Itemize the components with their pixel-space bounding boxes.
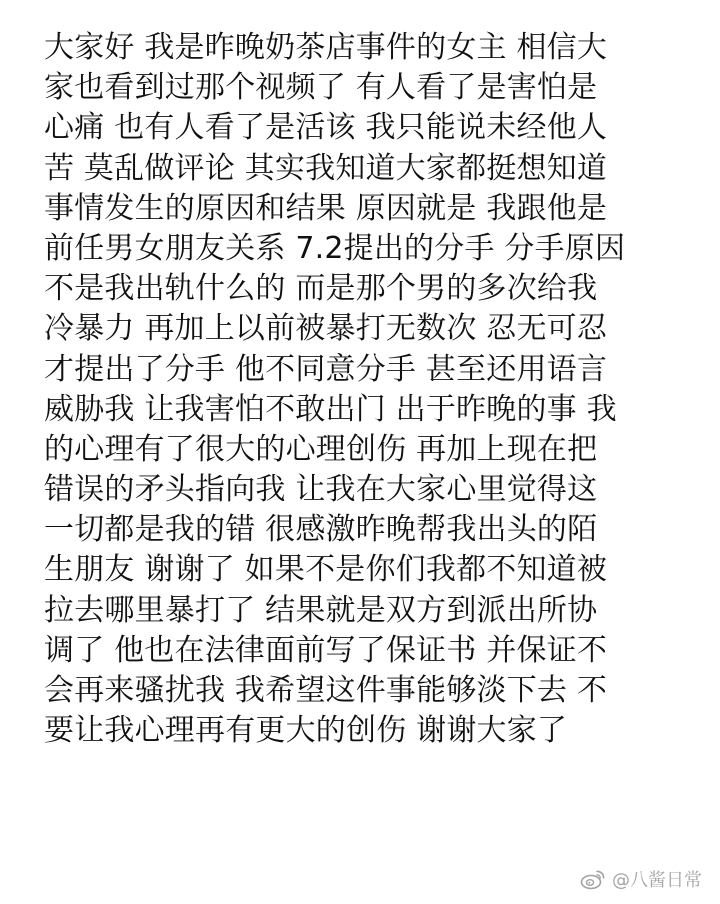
text-line: 冷暴力 再加上以前被暴打无数次 忍无可忍: [44, 311, 608, 347]
text-line: 要让我心理再有更大的创伤 谢谢大家了: [44, 713, 568, 749]
statement-text: [44, 28, 694, 751]
text-line: 前任男女朋友关系 7.2提出的分手 分手原因: [44, 230, 626, 266]
text-line: 调了 他也在法律面前写了保证书 并保证不: [44, 632, 608, 668]
text-line: 才提出了分手 他不同意分手 甚至还用语言: [44, 351, 608, 387]
text-line: 家也看到过那个视频了 有人看了是害怕是: [44, 70, 598, 106]
watermark-text: @八酱日常: [612, 870, 702, 891]
text-line: 不是我出轨什么的 而是那个男的多次给我: [44, 271, 598, 307]
text-line: 威胁我 让我害怕不敢出门 出于昨晚的事 我: [44, 391, 617, 427]
text-line: 大家好 我是昨晚奶茶店事件的女主 相信大: [44, 30, 608, 65]
watermark: [580, 866, 702, 892]
text-line: 心痛 也有人看了是活该 我只能说未经他人: [44, 110, 608, 146]
text-line: 拉去哪里暴打了 结果就是双方到派出所协: [44, 592, 598, 628]
text-line: 错误的矛头指向我 让我在大家心里觉得这: [44, 472, 598, 508]
text-line: 会再来骚扰我 我希望这件事能够淡下去 不: [44, 673, 608, 708]
text-line: 一切都是我的错 很感激昨晚帮我出头的陌: [44, 512, 598, 548]
text-line: 苦 莫乱做评论 其实我知道大家都挺想知道: [44, 150, 608, 186]
weibo-icon: [580, 868, 606, 890]
text-line: 生朋友 谢谢了 如果不是你们我都不知道被: [44, 552, 608, 588]
text-line: 的心理有了很大的心理创伤 再加上现在把: [44, 431, 598, 467]
text-line: 事情发生的原因和结果 原因就是 我跟他是: [44, 190, 608, 226]
